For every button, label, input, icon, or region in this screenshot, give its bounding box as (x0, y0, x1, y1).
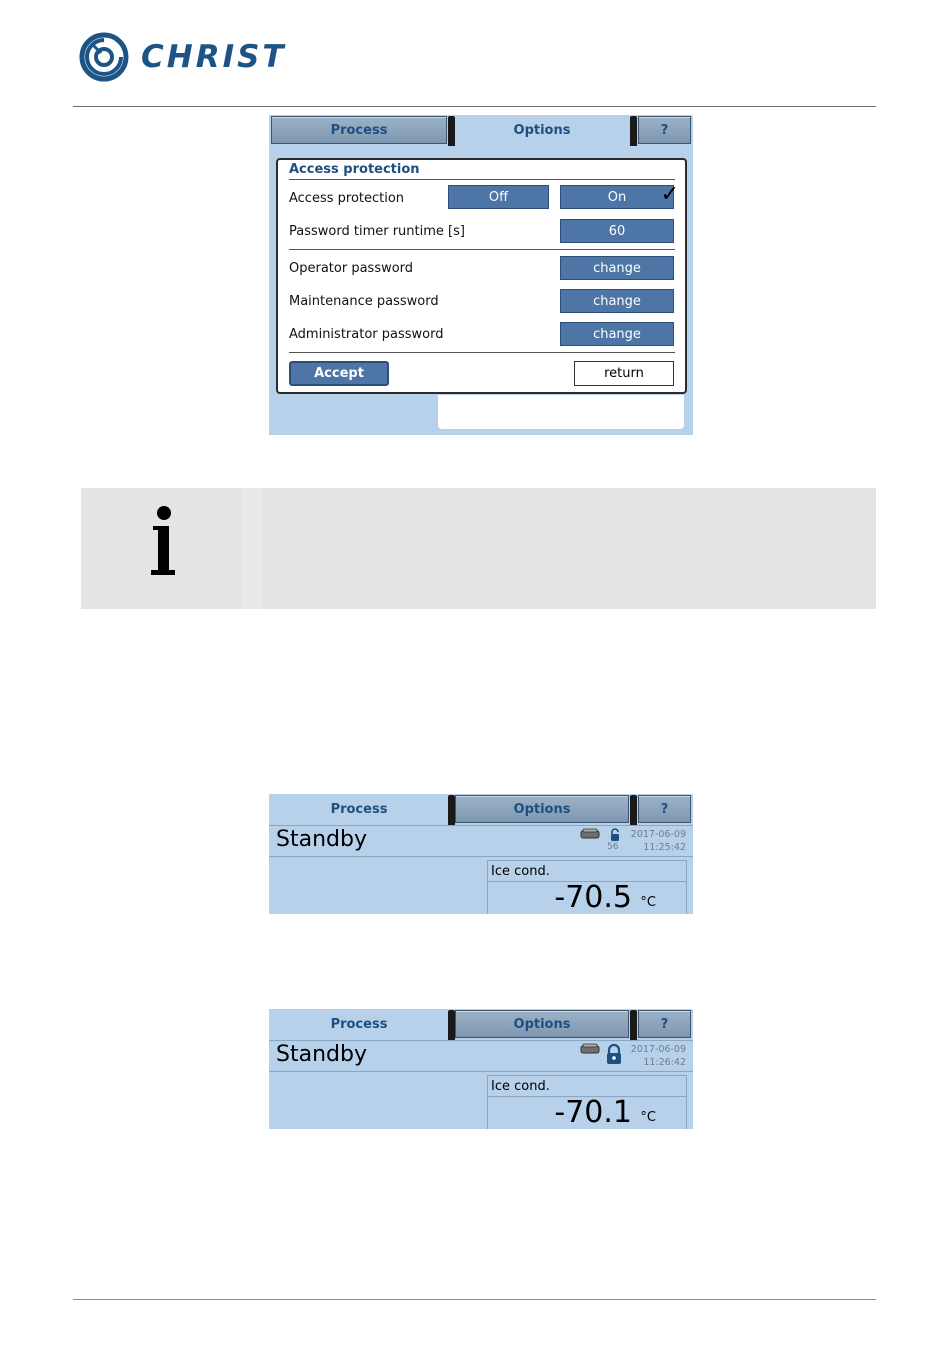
tab-help[interactable]: ? (638, 1010, 691, 1038)
temperature-unit: °C (640, 1110, 656, 1125)
operator-password-label: Operator password (289, 261, 414, 276)
password-timer-field[interactable]: 60 (560, 219, 674, 243)
tab-divider (448, 1010, 455, 1040)
tab-options[interactable]: Options (455, 795, 629, 823)
divider (269, 1071, 693, 1072)
access-off-button[interactable]: Off (448, 185, 549, 209)
tab-divider (448, 795, 455, 825)
administrator-password-change-button[interactable]: change (560, 322, 674, 346)
standby-screen-locked (269, 1009, 693, 1129)
divider (269, 856, 693, 857)
header-rule (73, 106, 876, 107)
options-screen (269, 115, 693, 435)
divider (269, 825, 693, 826)
operator-password-change-button[interactable]: change (560, 256, 674, 280)
device-icon (580, 1043, 600, 1055)
tab-process[interactable]: Process (330, 801, 388, 817)
tab-divider (630, 795, 637, 825)
ice-condenser-panel (487, 1075, 687, 1129)
tab-process[interactable]: Process (330, 1016, 388, 1032)
divider (289, 179, 675, 180)
footer-rule (73, 1299, 876, 1300)
status-text: Standby (276, 1042, 367, 1067)
christ-logo (79, 31, 287, 83)
info-divider (241, 488, 263, 609)
ice-condenser-temperature: -70.1 (554, 1095, 632, 1129)
ice-condenser-temperature: -70.5 (554, 880, 632, 914)
ice-condenser-value-box (487, 1097, 687, 1129)
date: 2017-06-09 (630, 1044, 686, 1055)
divider (269, 1040, 693, 1041)
unlocked-icon (608, 828, 622, 842)
info-note (81, 488, 876, 609)
access-on-button[interactable] (560, 182, 679, 209)
access-on-label: On (607, 189, 627, 205)
tab-process[interactable]: Process (271, 116, 447, 144)
brand-name: CHRIST (141, 39, 287, 75)
info-icon (151, 506, 179, 578)
return-button[interactable]: return (574, 361, 674, 386)
maintenance-password-change-button[interactable]: change (560, 289, 674, 313)
time: 11:26:42 (643, 1057, 686, 1068)
status-text: Standby (276, 827, 367, 852)
ice-condenser-label: Ice cond. (487, 1075, 687, 1097)
password-timer-label: Password timer runtime [s] (289, 224, 465, 239)
access-protection-label: Access protection (289, 191, 405, 206)
checkmark-icon: ✓ (660, 182, 679, 207)
device-icon (580, 828, 600, 840)
dialog-title: Access protection (289, 162, 420, 177)
tab-divider (630, 1010, 637, 1040)
tab-help[interactable]: ? (638, 795, 691, 823)
tab-bar (269, 794, 693, 826)
maintenance-password-label: Maintenance password (289, 294, 439, 309)
temperature-unit: °C (640, 895, 656, 910)
status-icons (580, 1043, 624, 1069)
divider (289, 352, 675, 353)
tab-help[interactable]: ? (638, 116, 691, 144)
ice-condenser-panel (487, 860, 687, 914)
lock-icon[interactable] (604, 1043, 624, 1065)
tab-divider (448, 116, 455, 146)
administrator-password-label: Administrator password (289, 327, 444, 342)
time: 11:25:42 (643, 842, 686, 853)
tab-bar (269, 1009, 693, 1041)
datetime (631, 1043, 686, 1069)
lock-counter: 56 (607, 842, 619, 852)
divider (289, 249, 675, 250)
tab-options[interactable]: Options (455, 1010, 629, 1038)
background-panel (438, 395, 684, 429)
access-protection-dialog (276, 158, 687, 394)
ice-condenser-value-box (487, 882, 687, 914)
standby-screen-unlocking (269, 794, 693, 914)
tab-divider (630, 116, 637, 146)
tab-bar (269, 115, 693, 147)
tab-options[interactable]: Options (513, 122, 571, 138)
date: 2017-06-09 (630, 829, 686, 840)
accept-button[interactable]: Accept (289, 361, 389, 386)
datetime (631, 828, 686, 854)
ice-condenser-label: Ice cond. (487, 860, 687, 882)
christ-logo-icon (79, 31, 129, 83)
